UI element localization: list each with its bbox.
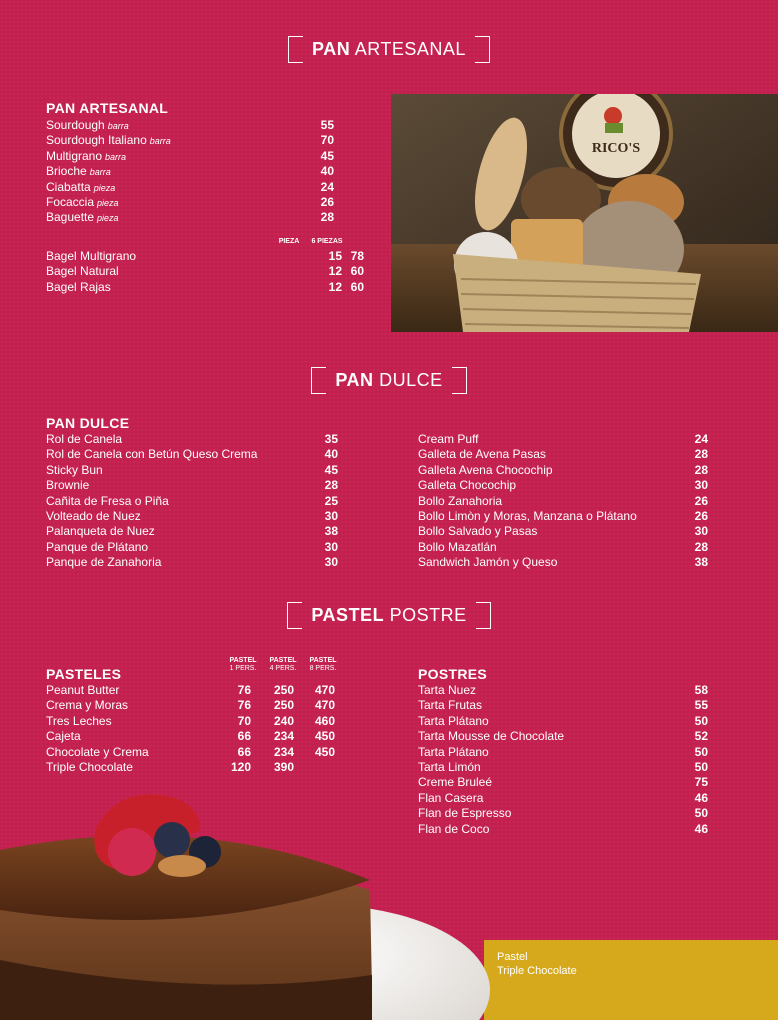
section-title-pasteles: PASTELES (46, 666, 122, 682)
list-item: Bagel Natural 12 60 (46, 264, 364, 279)
col-header-4-pers: PASTEL 4 PERS. (269, 657, 297, 672)
list-item: Galleta de Avena Pasas 28 (418, 447, 708, 462)
list-item: Sourdough Italiano barra 70 (46, 133, 334, 148)
dulce-right-list (418, 432, 718, 571)
list-item: Flan Casera 46 (418, 790, 708, 805)
list-item: Tarta Plátano 50 (418, 713, 708, 728)
artesanal-list (46, 118, 346, 226)
section-title-postres: POSTRES (418, 666, 488, 682)
list-item: Brownie 28 (46, 478, 338, 493)
banner-pan-dulce: PAN DULCE (0, 367, 778, 394)
list-item: Cañita de Fresa o Piña 25 (46, 493, 338, 508)
banner-pastel-postre: PASTEL POSTRE (0, 602, 778, 629)
list-item: Triple Chocolate 120 390 (46, 759, 294, 774)
list-item: Cream Puff 24 (418, 432, 708, 446)
chocolate-cake-photo (0, 790, 500, 1020)
col-header-8-pers: PASTEL 8 PERS. (309, 657, 337, 672)
list-item: Sandwich Jamón y Queso 38 (418, 555, 708, 570)
list-item: Baguette pieza 28 (46, 210, 334, 225)
section-title-pan-artesanal: PAN ARTESANAL (46, 100, 169, 116)
list-item: Bollo Salvado y Pasas 30 (418, 524, 708, 539)
list-item: Flan de Coco 46 (418, 821, 708, 836)
list-item: Palanqueta de Nuez 38 (46, 524, 338, 539)
col-header-1-pers: PASTEL 1 PERS. (229, 657, 257, 672)
cake-illustration (0, 790, 500, 1020)
list-item: Galleta Avena Chocochip 28 (418, 462, 708, 477)
list-item: Tarta Limón 50 (418, 759, 708, 774)
list-item: Panque de Plátano 30 (46, 539, 338, 554)
list-item: Tarta Plátano 50 (418, 744, 708, 759)
list-item: Multigrano barra 45 (46, 148, 334, 163)
list-item: Sticky Bun 45 (46, 462, 338, 477)
list-item: Creme Bruleé 75 (418, 775, 708, 790)
bagel-list (46, 249, 364, 295)
list-item: Sourdough barra 55 (46, 118, 334, 132)
bread-basket-illustration (391, 94, 778, 332)
logo-text: RICO'S (591, 141, 641, 156)
list-item: Ciabatta pieza 24 (46, 179, 334, 194)
col-header-pieza: PIEZA (278, 238, 300, 245)
list-item: Tarta Frutas 55 (418, 698, 708, 713)
banner-pan-artesanal: PAN ARTESANAL (0, 36, 778, 63)
list-item: Bollo Limòn y Moras, Manzana o Plátano 26 (418, 508, 708, 523)
list-item: Bollo Mazatlán 28 (418, 539, 708, 554)
list-item: Volteado de Nuez 30 (46, 508, 338, 523)
list-item: Tarta Mousse de Chocolate 52 (418, 729, 708, 744)
list-item: Tres Leches 70 240 460 (46, 713, 335, 728)
list-item: Panque de Zanahoria 30 (46, 555, 338, 570)
list-item: Rol de Canela con Betún Queso Crema 40 (46, 447, 338, 462)
dulce-left-list (46, 432, 346, 571)
list-item: Brioche barra 40 (46, 164, 334, 179)
list-item: Galleta Chocochip 30 (418, 478, 708, 493)
list-item: Tarta Nuez 58 (418, 683, 708, 697)
list-item: Rol de Canela 35 (46, 432, 338, 446)
list-item: Bagel Multigrano 15 78 (46, 249, 364, 263)
col-header-6-piezas: 6 PIEZAS (311, 238, 343, 245)
list-item: Bollo Zanahoria 26 (418, 493, 708, 508)
photo-caption: Pastel Triple Chocolate (484, 940, 778, 1020)
pasteles-list (46, 683, 346, 775)
bread-basket-photo (391, 94, 778, 332)
list-item: Peanut Butter 76 250 470 (46, 683, 335, 697)
list-item: Bagel Rajas 12 60 (46, 279, 364, 294)
section-title-pan-dulce: PAN DULCE (46, 415, 130, 431)
list-item: Focaccia pieza 26 (46, 194, 334, 209)
list-item: Flan de Espresso 50 (418, 806, 708, 821)
list-item: Chocolate y Crema 66 234 450 (46, 744, 335, 759)
list-item: Cajeta 66 234 450 (46, 729, 335, 744)
list-item: Crema y Moras 76 250 470 (46, 698, 335, 713)
